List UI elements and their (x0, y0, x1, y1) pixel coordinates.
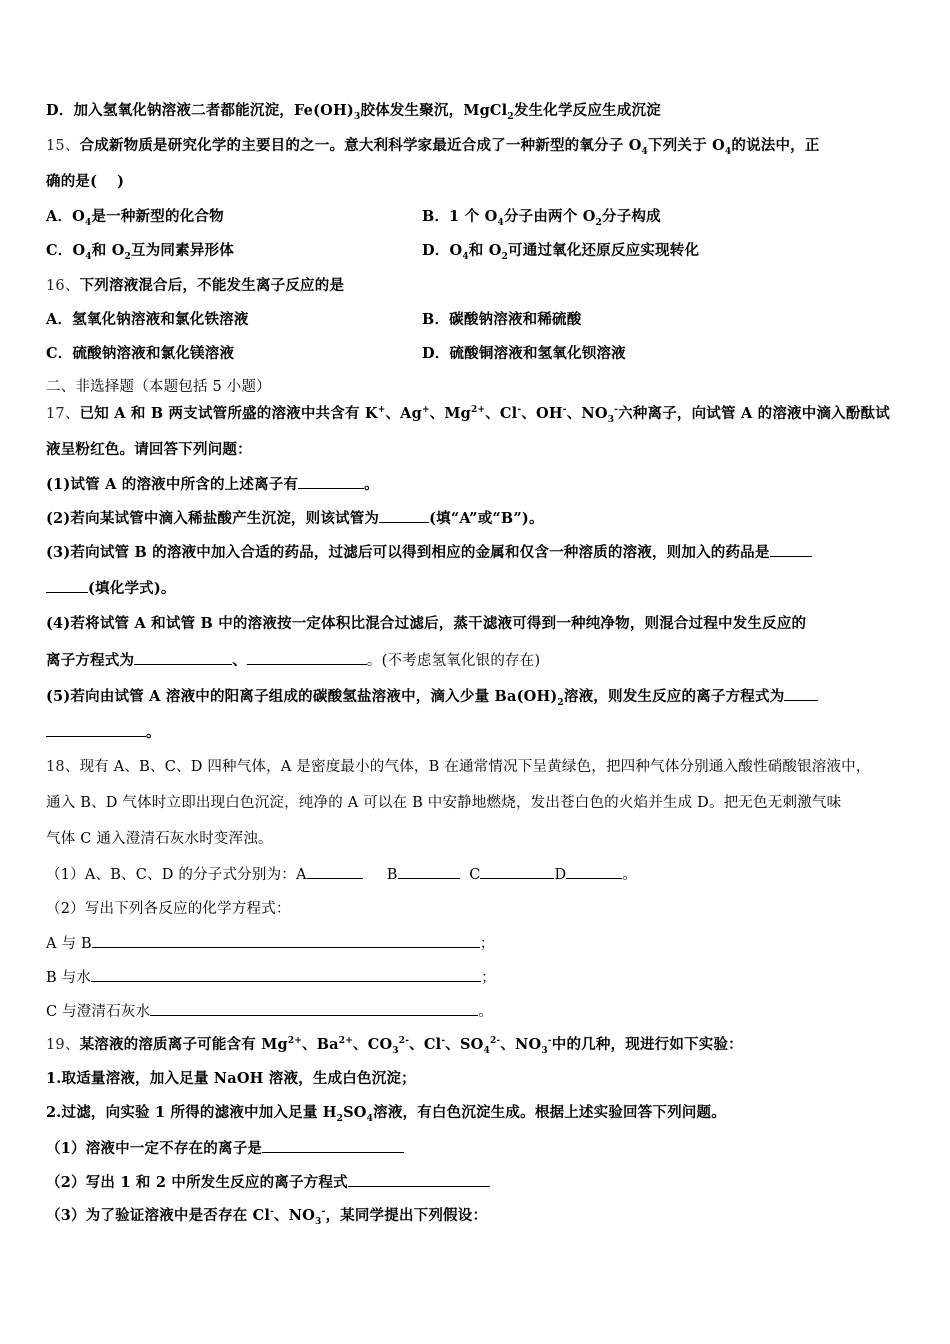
sub-text: 若向试管 B 的溶液中加入合适的药品，过滤后可以得到相应的金属和仅含一种溶质的溶液，则加入的药品是 (70, 544, 770, 561)
sub-text: 、NO (274, 1207, 316, 1224)
subscript: 2 (124, 251, 132, 262)
question-number: 18、 (46, 759, 80, 775)
option-text: 硫酸钠溶液和氯化镁溶液 (72, 345, 235, 362)
answer-blank[interactable] (46, 578, 88, 593)
answer-blank[interactable] (379, 508, 429, 523)
ion-text: 、NO (566, 405, 608, 422)
ion-text: 、SO (445, 1036, 484, 1053)
answer-blank[interactable] (784, 686, 818, 701)
q19-stem (46, 1035, 743, 1055)
option-text: 分子构成 (602, 208, 661, 225)
sub-text: 为了验证溶液中是否存在 Cl (85, 1207, 271, 1224)
option-text: 1 个 O (449, 208, 498, 225)
q17-sub3 (46, 542, 812, 563)
answer-blank[interactable] (46, 722, 146, 737)
superscript: - (321, 1207, 326, 1218)
q15-stem (46, 136, 820, 156)
sub-text: 试管 A 的溶液中所含的上述离子有 (70, 476, 299, 493)
sub-label: (2) (46, 510, 71, 527)
option-label: B． (422, 208, 450, 225)
question-text: 中的几种，现进行如下实验： (551, 1036, 743, 1053)
answer-blank-b[interactable] (398, 864, 460, 879)
superscript: - (270, 1207, 275, 1218)
question-text: 六种离子，向试管 A 的溶液中滴入酚酞试 (618, 405, 890, 422)
option-text: O (72, 242, 86, 259)
answer-blank-a[interactable] (307, 864, 363, 879)
question-text: 合成新物质是研究化学的主要目的之一。意大利科学家最近合成了一种新型的氧分子 O (79, 137, 642, 154)
q18-equation-a-b (46, 933, 495, 954)
sub-label: (4) (46, 615, 71, 632)
ion-text: 、OH (521, 405, 563, 422)
sub-label: (1) (46, 476, 71, 493)
q18-equation-b-water (46, 967, 496, 988)
subscript: 4 (497, 217, 504, 228)
subscript: 3 (541, 1045, 548, 1056)
option-text: 加入氢氧化钠溶液二者都能沉淀，Fe(OH) (73, 102, 354, 119)
answer-blank[interactable] (262, 1138, 404, 1153)
superscript: + (421, 405, 430, 416)
q19-sub2 (46, 1172, 490, 1193)
question-text: 某溶液的溶质离子可能含有 Mg (79, 1036, 288, 1053)
option-text: 氢氧化钠溶液和氯化铁溶液 (72, 311, 249, 328)
sub-tail: 。 (364, 476, 379, 493)
superscript: + (377, 405, 386, 416)
option-label: D． (422, 345, 450, 362)
separator: 、 (232, 652, 247, 669)
section-title: 二、非选择题（本题包括 5 小题） (46, 379, 271, 395)
answer-blank[interactable] (91, 967, 481, 982)
option-text: 硫酸铜溶液和氢氧化钡溶液 (449, 345, 626, 362)
question-text: 的说法中，正 (731, 137, 820, 154)
subscript: 4 (641, 146, 649, 157)
q19-sub3 (46, 1206, 487, 1226)
superscript: - (614, 405, 619, 416)
q15-options-row1 (46, 207, 906, 227)
q16-stem (46, 276, 344, 296)
q15-option-b[interactable] (422, 207, 661, 227)
option-text: 和 O (91, 242, 125, 259)
option-text: 和 O (468, 242, 502, 259)
sub-text: 写出下列各反应的化学方程式： (84, 901, 291, 917)
q15-stem-line2: 确的是( ) (46, 173, 125, 190)
ion-text: 、CO (353, 1036, 393, 1053)
question-number: 15、 (46, 138, 80, 154)
equation-tail: ； (479, 936, 495, 952)
subscript: 4 (483, 1045, 490, 1056)
equation-label: A 与 B (46, 936, 92, 952)
q16-option-c[interactable] (46, 345, 234, 362)
answer-blank-d[interactable] (566, 864, 622, 879)
subscript: 3 (315, 1216, 322, 1227)
superscript: - (441, 1036, 446, 1047)
subscript: 3 (392, 1045, 399, 1056)
option-text: 可通过氧化还原反应实现转化 (508, 242, 700, 259)
ion-text: 、Cl (485, 405, 518, 422)
sub-text: 溶液中一定不存在的离子是 (85, 1140, 263, 1157)
q18-stem-line3: 气体 C 通入澄清石灰水时变浑浊。 (46, 831, 273, 847)
sub-text: 写出 1 和 2 中所发生反应的离子方程式 (85, 1174, 348, 1191)
question-text: 已知 A 和 B 两支试管所盛的溶液中共含有 K (79, 405, 378, 422)
subscript: 4 (366, 1113, 374, 1124)
sub-tail: (填“A”或“B”)。 (429, 510, 544, 527)
question-number: 19、 (46, 1037, 80, 1053)
answer-blank[interactable] (150, 1001, 478, 1016)
experiment-text: 2.过滤，向实验 1 所得的滤液中加入足量 H (46, 1104, 337, 1121)
superscript: 2+ (338, 1036, 354, 1047)
q17-sub5 (46, 686, 818, 707)
q16-option-a[interactable] (46, 311, 249, 328)
sub-text: A、B、C、D 的分子式分别为： (84, 867, 296, 883)
q17-sub3-line2 (46, 578, 176, 599)
subscript: 3 (607, 414, 615, 425)
subscript: 4 (85, 217, 92, 228)
option-label: C． (46, 242, 73, 259)
sub-text: ，某同学提出下列假设： (325, 1207, 488, 1224)
ion-text: 、Ba (302, 1036, 339, 1053)
subscript: 4 (85, 251, 92, 262)
q18-sub2 (46, 899, 291, 919)
q17-stem (46, 404, 890, 424)
subscript: 2 (507, 111, 514, 122)
question-text: 下列溶液混合后，不能发生离子反应的是 (79, 277, 345, 294)
superscript: - (562, 405, 567, 416)
sub-label: （1） (46, 1140, 86, 1157)
q15-option-d[interactable] (422, 241, 699, 261)
superscript: - (547, 1036, 552, 1047)
q15-option-c[interactable] (46, 242, 234, 262)
ion-text: 、NO (500, 1036, 542, 1053)
experiment-text: 溶液，有白色沉淀生成。根据上述实验回答下列问题。 (373, 1104, 726, 1121)
sub-label: （2） (46, 901, 85, 917)
q19-sub1 (46, 1138, 404, 1159)
question-text: 现有 A、B、C、D 四种气体，A 是密度最小的气体，B 在通常情况下呈黄绿色，把四种气体分别通入酸性硝酸银溶液中， (79, 759, 871, 775)
option-label: C． (46, 345, 73, 362)
subscript: 2 (595, 217, 603, 228)
q16-options-row2 (46, 344, 906, 364)
answer-blank[interactable] (92, 933, 480, 948)
q18-equation-c-limewater (46, 1001, 493, 1022)
q17-sub5-line2 (46, 722, 161, 743)
answer-blank[interactable] (298, 474, 364, 489)
sub-text: 离子方程式为 (46, 652, 135, 669)
q15-option-a[interactable] (46, 208, 224, 228)
q17-sub2 (46, 508, 544, 529)
sub-text: 若将试管 A 和试管 B 中的溶液按一定体积比混合过滤后，蒸干滤液可得到一种纯净物，则混合过程中发生反应的 (70, 615, 807, 632)
option-text: O (449, 242, 463, 259)
sub-text: 溶液，则发生反应的离子方程式为 (563, 688, 785, 705)
answer-blank[interactable] (247, 650, 367, 665)
option-text: O (72, 208, 85, 225)
sub-label: （3） (46, 1207, 86, 1224)
equation-tail: ； (481, 970, 496, 986)
answer-blank[interactable] (348, 1172, 490, 1187)
option-label: A． (46, 208, 73, 225)
superscript: 2- (489, 1036, 501, 1047)
superscript: - (517, 405, 522, 416)
sub-label: （2） (46, 1174, 86, 1191)
subscript: 2 (501, 251, 509, 262)
option-label: D． (46, 102, 74, 119)
gas-label-c: C (469, 867, 481, 883)
q17-sub4-line2 (46, 650, 540, 671)
superscript: 2+ (287, 1036, 303, 1047)
ion-text: 、Cl (409, 1036, 442, 1053)
sub-text: 若向某试管中滴入稀盐酸产生沉淀，则该试管为 (70, 510, 380, 527)
q17-stem-line2: 液呈粉红色。请回答下列问题： (46, 441, 252, 458)
q15-options-row2 (46, 241, 906, 261)
sub-tail: 。 (146, 724, 161, 741)
question-number: 17、 (46, 406, 80, 422)
sub-label: (5) (46, 688, 71, 705)
subscript: 2 (557, 697, 564, 708)
q18-stem-line2: 通入 B、D 气体时立即出现白色沉淀，纯净的 A 可以在 B 中安静地燃烧，发出苍白色的火焰并生成 D。把无色无刺激气味 (46, 795, 842, 811)
sub-text: 若向由试管 A 溶液中的阳离子组成的碳酸氢盐溶液中，滴入少量 Ba(OH) (70, 688, 558, 705)
q16-option-b[interactable] (422, 310, 581, 330)
option-text: 碳酸钠溶液和稀硫酸 (449, 311, 582, 328)
ion-text: 、Ag (385, 405, 422, 422)
q16-options-row1 (46, 310, 906, 330)
superscript: 2- (398, 1036, 410, 1047)
equation-label: B 与水 (46, 970, 92, 986)
subscript: 4 (462, 251, 469, 262)
option-text: 发生化学反应生成沉淀 (513, 102, 661, 119)
answer-blank[interactable] (134, 650, 232, 665)
q19-experiment-1: 1.取适量溶液，加入足量 NaOH 溶液，生成白色沉淀； (46, 1070, 416, 1087)
gas-label-d: D (554, 867, 567, 883)
answer-blank-c[interactable] (480, 864, 554, 879)
equation-tail: 。 (478, 1004, 494, 1020)
option-label: B． (422, 311, 450, 328)
sub-label: （1） (46, 867, 85, 883)
q14-option-d (46, 101, 661, 121)
question-text: 下列关于 O (648, 137, 725, 154)
option-label: D． (422, 242, 450, 259)
q18-sub1 (46, 864, 637, 885)
q16-option-d[interactable] (422, 344, 626, 364)
option-label: A． (46, 311, 73, 328)
q18-stem (46, 757, 871, 777)
ion-text: 、Mg (429, 405, 472, 422)
gas-label-a: A (295, 867, 307, 883)
answer-blank[interactable] (770, 542, 812, 557)
superscript: 2+ (471, 405, 486, 416)
option-text: 是一种新型的化合物 (91, 208, 224, 225)
subscript: 3 (353, 111, 361, 122)
sub-label: (3) (46, 544, 71, 561)
q17-sub4 (46, 614, 806, 634)
sub-tail: 。 (622, 867, 638, 883)
option-text: 胶体发生聚沉，MgCl (360, 102, 508, 119)
option-text: 互为同素异形体 (131, 242, 234, 259)
gas-label-b: B (386, 867, 398, 883)
option-text: 分子由两个 O (503, 208, 596, 225)
q19-experiment-2 (46, 1103, 726, 1123)
subscript: 2 (336, 1113, 344, 1124)
q17-sub1 (46, 474, 379, 495)
sub-tail: (填化学式)。 (88, 580, 176, 597)
sub-tail: 。(不考虑氢氧化银的存在) (366, 653, 541, 669)
subscript: 4 (724, 146, 732, 157)
question-number: 16、 (46, 278, 80, 294)
experiment-text: SO (343, 1104, 367, 1121)
equation-label: C 与澄清石灰水 (46, 1004, 151, 1020)
